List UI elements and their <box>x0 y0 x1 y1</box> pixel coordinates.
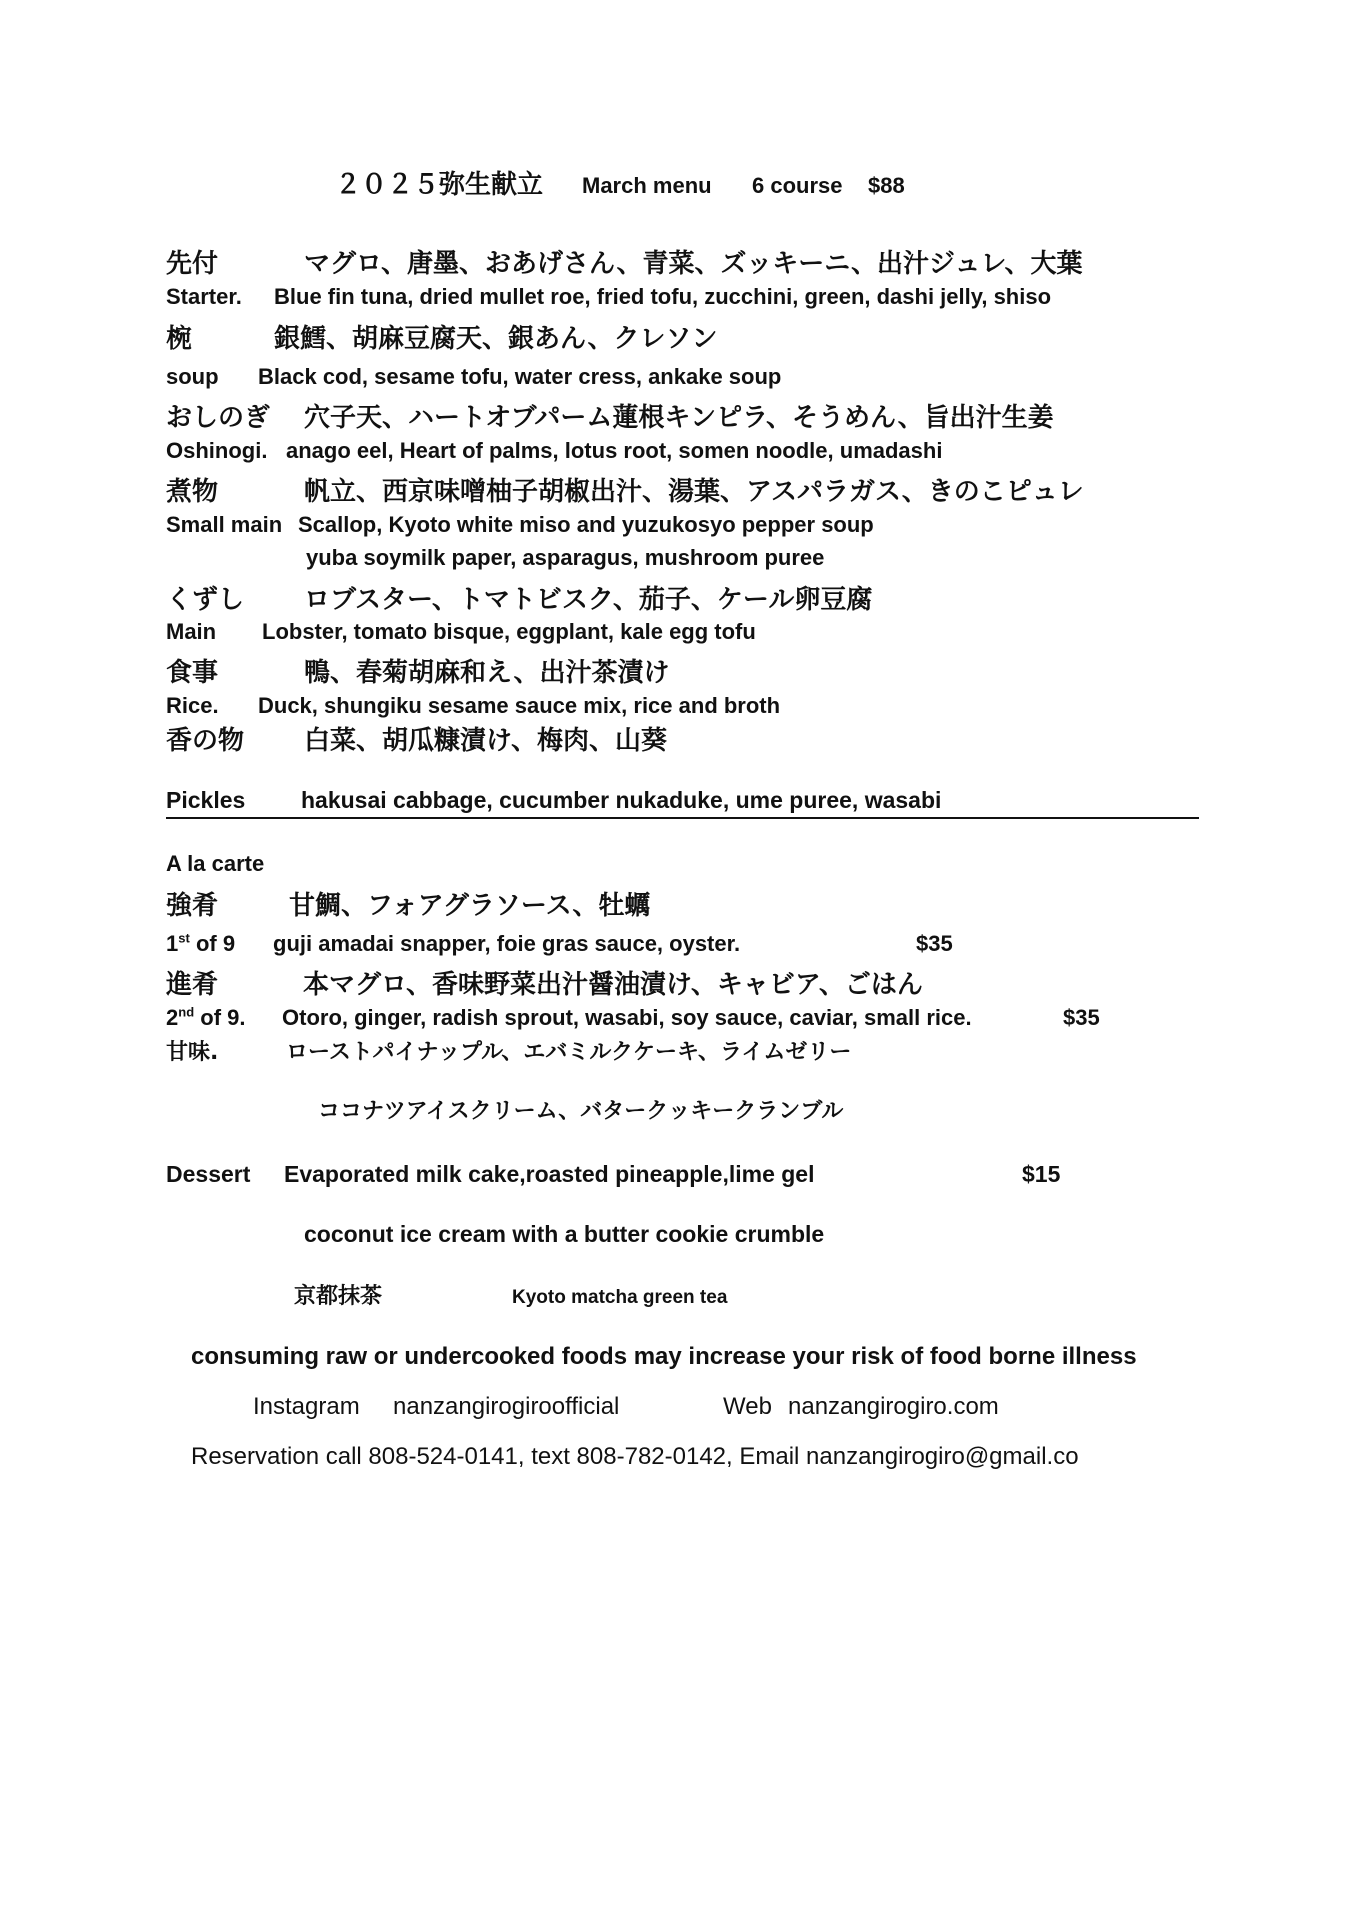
course-price: $88 <box>868 173 905 198</box>
menu-title-jp: ２０２５弥生献立 <box>335 170 544 200</box>
item2-text: Otoro, ginger, radish sprout, wasabi, soy sauce, caviar, small rice. <box>282 1005 972 1030</box>
shokuji-text-jp: 鴨、春菊胡麻和え、出汁茶漬け <box>304 658 670 688</box>
course-count: 6 course <box>752 173 843 198</box>
dessert-label-jp: 甘味. <box>166 1040 219 1065</box>
nimono-label-jp: 煮物 <box>166 477 219 507</box>
instagram-handle[interactable]: nanzangirogiroofficial <box>393 1393 620 1420</box>
dessert-text-jp-2: ココナツアイスクリーム、バタークッキークランブル <box>318 1099 844 1124</box>
soup-text: Black cod, sesame tofu, water cress, ankake soup <box>258 364 782 389</box>
konomono-text-jp: 白菜、胡瓜糠漬け、梅肉、山葵 <box>304 726 667 756</box>
shokuji-label-jp: 食事 <box>166 658 219 688</box>
wan-label-jp: 椀 <box>166 324 193 354</box>
kuzushi-label-jp: くずし <box>166 585 245 615</box>
pickles-label: Pickles <box>166 787 246 813</box>
soup-label: soup <box>166 364 219 389</box>
rice-label: Rice. <box>166 693 219 718</box>
main-label: Main <box>166 619 217 644</box>
dessert-text: Evaporated milk cake,roasted pineapple,lime gel <box>284 1161 815 1187</box>
starter-label: Starter. <box>166 284 242 309</box>
dessert-price: $15 <box>1022 1161 1061 1187</box>
nimono-text-jp: 帆立、西京味噌柚子胡椒出汁、湯葉、アスパラガス、きのこピュレ <box>304 477 1084 507</box>
web-link[interactable]: nanzangirogiro.com <box>788 1393 999 1420</box>
wan-text-jp: 銀鱈、胡麻豆腐天、銀あん、クレソン <box>274 324 718 354</box>
item1-text: guji amadai snapper, foie gras sauce, oyster. <box>273 931 741 956</box>
susumezakana-label-jp: 進肴 <box>166 970 219 1000</box>
menu-title-en: March menu <box>582 173 712 198</box>
small-main-text: Scallop, Kyoto white miso and yuzukosyo pepper soup <box>298 512 874 537</box>
web-label: Web <box>723 1393 772 1420</box>
sakizuke-text-jp: マグロ、唐墨、おあげさん、青菜、ズッキーニ、出汁ジュレ、大葉 <box>304 249 1083 279</box>
oshinogi-label-jp: おしのぎ <box>166 403 271 433</box>
rice-text: Duck, shungiku sesame sauce mix, rice and broth <box>258 693 781 718</box>
kuzushi-text-jp: ロブスター、トマトビスク、茄子、ケール卵豆腐 <box>304 585 873 615</box>
susumezakana-text-jp: 本マグロ、香味野菜出汁醤油漬け、キャビア、ごはん <box>303 970 923 1000</box>
alacarte-heading: A la carte <box>166 851 265 876</box>
pickles-text: hakusai cabbage, cucumber nukaduke, ume puree, wasabi <box>301 787 942 813</box>
dessert-text-2: coconut ice cream with a butter cookie crumble <box>304 1221 825 1247</box>
oshinogi-text-jp: 穴子天、ハートオブパーム蓮根キンピラ、そうめん、旨出汁生姜 <box>304 403 1054 433</box>
matcha-jp: 京都抹茶 <box>294 1284 383 1309</box>
small-main-label: Small main <box>166 512 283 537</box>
shiizakana-text-jp: 甘鯛、フォアグラソース、牡蠣 <box>289 891 651 921</box>
section-divider <box>166 817 1199 819</box>
shiizakana-label-jp: 強肴 <box>166 891 219 921</box>
sakizuke-label-jp: 先付 <box>166 249 219 279</box>
item1-price: $35 <box>916 931 953 956</box>
oshinogi-text: anago eel, Heart of palms, lotus root, somen noodle, umadashi <box>286 438 943 463</box>
small-main-text-2: yuba soymilk paper, asparagus, mushroom puree <box>306 545 825 570</box>
matcha-en: Kyoto matcha green tea <box>512 1287 728 1308</box>
main-text: Lobster, tomato bisque, eggplant, kale egg tofu <box>262 619 756 644</box>
item1-number: 1st of 9 <box>166 930 236 956</box>
dessert-text-jp: ローストパイナップル、エバミルクケーキ、ライムゼリー <box>286 1040 852 1065</box>
starter-text: Blue fin tuna, dried mullet roe, fried tofu, zucchini, green, dashi jelly, shiso <box>274 284 1052 309</box>
food-warning: consuming raw or undercooked foods may increase your risk of food borne illness <box>191 1343 1137 1370</box>
instagram-label: Instagram <box>253 1393 360 1420</box>
item2-price: $35 <box>1063 1005 1100 1030</box>
reservation-info: Reservation call 808-524-0141, text 808-782-0142, Email nanzangirogiro@gmail.co <box>191 1443 1079 1470</box>
dessert-label: Dessert <box>166 1161 251 1187</box>
oshinogi-label: Oshinogi. <box>166 438 268 463</box>
item2-number: 2nd of 9. <box>166 1004 246 1030</box>
konomono-label-jp: 香の物 <box>166 726 245 756</box>
